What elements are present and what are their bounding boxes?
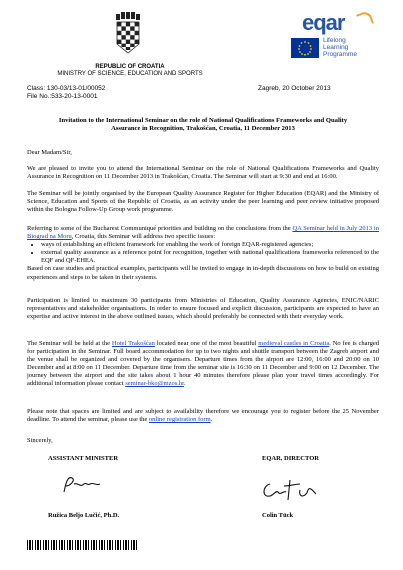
- paragraph-2: The Seminar will be jointly organised by the European Quality Assurance Register for Higher Education (EQAR) and the Ministry of Science, Education and Sports of the Republic of Croatia, as an activity under the peer learning and peer review initiative proposed within the Bologna Follow-Up Group work programme.: [27, 190, 379, 214]
- issues-list: [27, 241, 379, 265]
- paragraph-1: We are pleased to invite you to attend the International Seminar on the role of National Qualifications Frameworks and Quality Assurance in Recognition on 11 December 2013 in Trakošćan, Croatia. The Seminar will start at 9:30 and end at 16:00.: [27, 165, 379, 181]
- left-signatory-role: ASSISTANT MINISTER: [48, 455, 119, 462]
- para6-end: .: [210, 416, 213, 424]
- class-line: Class: 130-03/13-01/00052: [27, 85, 106, 92]
- para5-post: . No fee is charged for participation in the Seminar. Full board accommodation for up to two nights and shuttle transport between the Zagreb airport and the venue shall be organized and covered by the organisers. Departure times from the airport are 12:00, 16:00 and 20:00 on 10 December and at 8:00 on 11 December. Departure time from the seminar site is 16:30 on 11 December and 9:00 on 12 December. The journey between the airport and the site takes about 1 hour 40 minutes therefore please plan your travel times accordingly. For additional information please contact: [27, 340, 379, 388]
- para3-after: Based on case studies and practical examples, participants will be invited to engage in in-depth discussions on how to build on existing experiences and steps to be taken in their systems.: [27, 265, 379, 281]
- closing: Sincerely,: [27, 437, 53, 444]
- eu-flag-icon: [291, 38, 319, 58]
- title-line-1: Invitation to the International Seminar on the role of National Qualifications Frameworks and Quality: [58, 117, 348, 124]
- file-line: File No.:533-20-13-0001: [27, 93, 98, 100]
- salutation: Dear Madam/Sir,: [27, 149, 72, 156]
- barcode: [27, 540, 139, 550]
- hotel-link[interactable]: Hotel Trakošćan: [111, 340, 155, 347]
- place-date: Zagreb, 20 October 2013: [258, 85, 331, 92]
- para5-end: .: [183, 380, 186, 388]
- ministry-title: REPUBLIC OF CROATIA: [95, 64, 165, 70]
- para3-pre: Referring to some of the Bucharest Communiqué priorities and building on the conclusions from the: [27, 225, 293, 232]
- eqar-swoosh-icon: [356, 10, 374, 28]
- left-signature-image: [60, 472, 110, 501]
- paragraph-5: [27, 340, 379, 389]
- eu-text-line-1: Lifelong: [323, 37, 346, 44]
- paragraph-4: Participation is limited to maximum 30 participants from Ministries of Education, Quality Assurance Agencies, ENIC/NARIC representatives and stakeholder organisations. In order to ensure focused and explicit discussion, participants are expected to have an expertise and active interest in the above outlined issues, which should preferably be connected with their everyday work.: [27, 297, 379, 321]
- eu-text-line-2: Learning: [323, 44, 349, 51]
- para5-mid: located near one of the most beautiful: [154, 340, 259, 347]
- eu-text-line-3: Programme: [323, 51, 357, 58]
- right-signature-image: [260, 476, 320, 509]
- title-line-2: Assurance in Recognition, Trakošćan, Croatia, 11 December 2013: [111, 125, 295, 133]
- eu-programme-text: [323, 37, 357, 58]
- invitation-title: [27, 117, 379, 133]
- eqar-wordmark: eqar: [302, 10, 345, 35]
- paragraph-6: [27, 408, 379, 424]
- registration-form-link[interactable]: online registration form: [148, 416, 211, 424]
- list-item: • external quality assurance as a reference point for recognition, together with national qualifications frameworks referenced to the EQF and QF-EHEA.: [41, 249, 379, 265]
- contact-email-link[interactable]: seminar-bko@mzos.hr: [125, 380, 184, 388]
- eqar-logo: [302, 10, 382, 34]
- para5-pre: The Seminar will be held at the: [27, 340, 112, 347]
- left-signatory-name: Ružica Beljo Lučić, Ph.D.: [48, 512, 120, 519]
- ministry-subtitle: MINISTRY OF SCIENCE, EDUCATION AND SPORTS: [57, 71, 203, 77]
- para6-pre: Please note that spaces are limited and are subject to availability therefore we encourage you to register before the 25 November deadline. To attend the seminar, please use the: [27, 408, 379, 424]
- right-signatory-name: Colin Tück: [262, 512, 294, 519]
- paragraph-3: [27, 225, 379, 282]
- castles-link[interactable]: medieval castles in Croatia: [258, 340, 330, 347]
- list-item: • ways of establishing an efficient framework for enabling the work of foreign EQAR-registered agencies;: [41, 241, 379, 249]
- qa-seminar-link[interactable]: QA Seminar held in July 2013 in Biograd na Moru: [27, 225, 379, 241]
- para3-post: , Croatia, this Seminar will address two specific issues:: [71, 233, 216, 241]
- right-signatory-role: EQAR, DIRECTOR: [262, 455, 319, 462]
- croatia-coat-of-arms: [115, 12, 141, 54]
